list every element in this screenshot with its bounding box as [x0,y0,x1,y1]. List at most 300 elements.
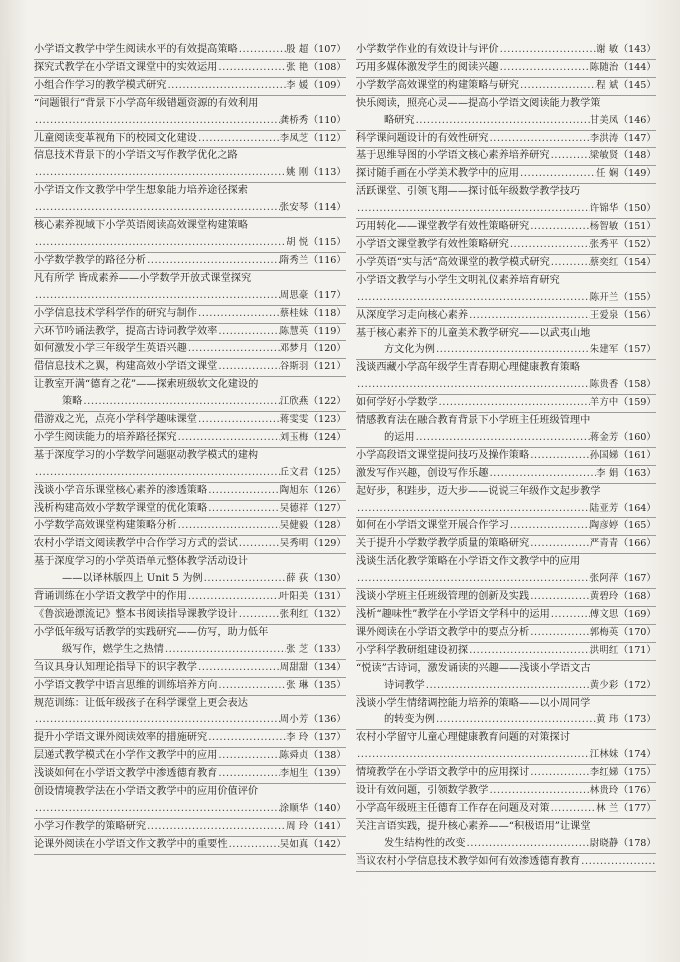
toc-entry [34,78,346,96]
toc-entry-title: 信息技术背景下的小学语文写作教学优化之路 [34,150,238,162]
toc-entry-page: （108） [308,61,346,73]
toc-entry-title-cont: 级写作，燃学生之热情 [62,643,164,655]
page-number: 156 [628,309,647,321]
toc-entry-line [34,501,346,518]
toc-entry-line [356,643,656,660]
page-number: 155 [628,291,647,303]
toc-entry-title: 浅谈生活化教学策略在小学语文作文教学中的应用 [356,556,581,568]
page-number: 115 [318,236,337,248]
leader-dots [217,324,279,341]
page-number: 160 [628,431,647,443]
toc-entry [356,696,656,731]
page-number: 116 [318,254,337,266]
leader-dots [550,801,597,818]
toc-entry-author: 蔡桂妹 [279,307,309,319]
toc-entry [356,783,656,801]
toc-entry [34,412,346,430]
toc-entry-author: 黄少彩 [589,679,619,691]
toc-entry-page: （127） [308,502,346,514]
toc-entry-author: 羊方中 [589,397,619,409]
leader-dots [177,430,280,447]
toc-entry-author: 王爱泉 [589,309,619,321]
leader-dots [529,625,590,642]
toc-entry-title: 探究式教学在小学语文课堂中的实效运用 [34,61,218,73]
toc-entry-title: 提升小学语文课外阅读效率的措施研究 [34,732,208,744]
toc-entry-title: 浅析“趣味性”教学在小学语文学科中的运用 [356,609,550,620]
page-number: 119 [318,325,337,337]
leader-dots [34,200,280,217]
page-number: 166 [628,538,647,550]
leader-dots [207,483,280,500]
toc-entry [356,819,656,854]
leader-dots [217,748,279,765]
toc-entry-title: 快乐阅读，照亮心灵——提高小学语文阅读能力教学策 [356,97,601,109]
toc-entry-line [34,712,346,729]
leader-dots [187,589,280,606]
toc-entry-title: 小学科学教研组建设初探 [356,644,469,656]
leader-dots [82,394,279,411]
toc-entry [34,448,346,483]
toc-entry-page: （118） [308,307,346,319]
toc-entry-line [34,837,346,854]
toc-entry-line [34,131,346,148]
page-number: 127 [318,502,337,514]
toc-entry [356,536,656,554]
page-number: 109 [318,79,337,91]
toc-entry-page: （167） [618,573,656,585]
leader-dots [217,359,279,376]
page-number: 170 [628,626,647,638]
toc-entry-title: 规范训练：让低年级孩子在科学课堂上更会表达 [34,697,248,709]
leader-dots [519,166,596,183]
toc-entry-title: 如何在小学语文课堂开展合作学习 [356,520,509,532]
toc-entry [34,784,346,819]
toc-entry [34,253,346,271]
page-number: 165 [628,520,647,532]
toc-entry-author: 吴秀明 [279,538,309,550]
toc-entry-line [356,466,656,483]
toc-entry-page: （122） [308,396,346,408]
toc-entry-line [34,465,346,482]
toc-entry-author: 陈贵香 [589,379,619,391]
toc-entry-author: 李 玲 [286,732,309,744]
toc-entry-author: 张利红 [279,609,309,620]
toc-entry-page: （177） [618,802,656,814]
toc-entry-author: 李红娣 [589,767,619,779]
toc-entry [34,271,346,306]
toc-entry-line [34,96,346,113]
leader-dots [468,308,590,325]
binding-shadow [6,30,10,930]
leader-dots [425,678,590,695]
toc-entry-page: （145） [618,79,656,91]
toc-entry-author: 张安琴 [279,202,309,214]
leader-dots [34,165,286,182]
toc-entry-author: 殷 超 [286,44,309,55]
page-number: 151 [628,221,647,233]
toc-entry-page: （144） [618,61,656,73]
page-number: 117 [318,289,337,301]
toc-entry [34,589,346,607]
toc-entry-title: 借信息技术之翼，构建高效小学语文课堂 [34,361,218,373]
toc-entry-author: 谢 敏 [596,44,619,55]
toc-entry [34,42,346,60]
toc-entry-title: 情境教学在小学语文教学中的应用探讨 [356,767,530,779]
toc-entry [356,273,656,308]
leader-dots [238,42,286,59]
page-number: 134 [318,661,337,673]
toc-entry-author: 朱建军 [589,344,619,356]
leader-dots [550,607,590,624]
toc-entry-line [34,288,346,305]
toc-entry-page: （161） [618,449,656,461]
toc-entry-line [356,360,656,377]
toc-entry-line [34,483,346,500]
toc-entry-author: 李旭生 [279,768,309,780]
page-number: 143 [628,44,647,55]
toc-entry-title: 关注言语实践，提升核心素养——“积极语用”让课堂 [356,820,591,832]
toc-entry-author: 周小芳 [279,714,309,726]
toc-entry-page: （173） [618,714,656,726]
toc-entry-title: 巧用转化——课堂教学有效性策略研究 [356,221,530,233]
leader-dots [550,148,590,165]
leader-dots [197,306,280,323]
toc-entry [356,554,656,589]
toc-entry-title: 小学高年级班主任德育工作存在问题及对策 [356,802,550,814]
toc-entry-title: 农村小学留守儿童心理健康教育问题的对策探讨 [356,732,570,744]
toc-entry-line [356,237,656,254]
toc-entry-line [34,554,346,571]
toc-entry [356,661,656,696]
toc-entry-line [356,836,656,853]
toc-entry-title: 巧用多媒体激发学生的阅读兴趣 [356,61,499,73]
toc-entry-line [34,78,346,95]
toc-entry [34,660,346,678]
toc-entry [34,430,346,448]
page-number: 122 [318,396,337,408]
toc-entry-line [34,607,346,624]
toc-entry-title: 小学习作教学的策略研究 [34,820,147,832]
leader-dots [207,730,286,747]
toc-entry-title: “悦读”古诗词，激发诵读的兴趣——浅谈小学语文古 [356,662,591,674]
toc-entry-title: 小学语文作文教学中学生想象能力培养途径探索 [34,185,248,197]
toc-entry-line [356,678,656,695]
toc-entry-title-cont: ——以译林版四上 Unit 5 为例 [62,573,203,585]
toc-entry-author: 陈舜贞 [279,750,309,762]
toc-entry-author: 蒋雯雯 [279,414,309,426]
page-number: 171 [628,644,647,656]
leader-dots [529,448,590,465]
leader-dots [415,430,590,447]
toc-entry-author: 张 艳 [286,61,309,73]
toc-entry [356,78,656,96]
page-number: 128 [318,520,337,532]
toc-entry-title: 小学数学高效课堂构建策略分析 [34,520,177,532]
toc-entry [356,166,656,184]
page-number: 146 [628,114,647,126]
toc-entry-author: 隋秀兰 [279,254,309,266]
toc-entry-line [34,801,346,818]
toc-entry-title-cont: 方文化为例 [384,344,435,356]
toc-entry-page: （174） [618,749,656,761]
toc-entry-author: 李凤芝 [279,132,309,144]
leader-dots [509,237,590,254]
toc-entry-line [356,819,656,836]
toc-entry-page: （166） [618,538,656,550]
toc-entry-author: 龚桥秀 [279,114,309,126]
toc-entry-line [34,412,346,429]
toc-entry-author: 李洪涛 [589,132,619,144]
page-number: 130 [318,573,337,585]
toc-entry-line [34,148,346,165]
toc-entry-page: （120） [308,343,346,355]
page-number: 175 [628,767,647,779]
page-number: 113 [318,167,337,179]
toc-entry-page: （160） [618,431,656,443]
toc-entry-author: 谷斯羽 [279,361,309,373]
page-number: 172 [628,679,647,691]
toc-entry-page: （133） [308,643,346,655]
toc-entry [34,766,346,784]
toc-entry-line [34,430,346,447]
toc-entry-page: （125） [308,466,346,478]
toc-entry-title: 农村小学语文阅读教学中合作学习方式的尝试 [34,538,238,550]
toc-entry-page: （157） [618,344,656,356]
toc-entry-author: 孙国娣 [589,449,619,461]
toc-entry-title: 小学语文教学与小学生文明礼仪素养培育研究 [356,274,560,286]
toc-entry-title: 探讨随手画在小学美术教学中的应用 [356,168,519,180]
toc-entry-title: 浅谈小学生情绪调控能力培养的策略——以小周同学 [356,697,591,709]
toc-entry-title-cont: 发生结构性的改变 [384,837,466,849]
toc-entry-page: （132） [308,609,346,620]
toc-entry-author: 梁敏贤 [589,150,619,162]
toc-entry-line [356,166,656,183]
toc-entry-line [356,131,656,148]
toc-entry-line [356,308,656,325]
toc-entry [34,324,346,342]
toc-entry-page: （154） [618,256,656,268]
toc-entry-line [356,148,656,165]
toc-entry-title: 从深度学习走向核心素养 [356,309,469,321]
toc-entry-line [356,430,656,447]
toc-entry-author: 李 娟 [596,467,619,479]
toc-entry-title: 基于深度学习的小学英语单元整体教学活动设计 [34,556,248,568]
toc-entry-line [34,766,346,783]
toc-entry-author: 张秀平 [589,238,619,250]
toc-entry-title: 小学语文教学中学生阅读水平的有效提高策略 [34,44,238,55]
leader-dots [488,466,596,483]
toc-entry [34,148,346,183]
leader-dots [356,747,590,764]
toc-entry [356,219,656,237]
leader-dots [217,678,286,695]
toc-entry-page: （151） [618,221,656,233]
toc-entry-line [356,607,656,624]
toc-entry-line [34,218,346,235]
toc-entry-line [34,518,346,535]
toc-entry [34,377,346,412]
leader-dots [34,235,286,252]
toc-entry-line [356,554,656,571]
page-number: 138 [318,750,337,762]
page-number: 149 [628,168,647,180]
page-number: 114 [318,202,337,214]
toc-entry-title: 刍议具身认知理论指导下的识字教学 [34,661,197,673]
toc-entry-page: （158） [618,379,656,391]
toc-entry-line [356,342,656,359]
page-number: 110 [318,114,337,126]
page-number: 168 [628,591,647,603]
toc-entry-title: 层递式教学模式在小学作文教学中的应用 [34,750,218,762]
toc-entry [34,183,346,218]
toc-entry-author: 蒋金芳 [589,431,619,443]
toc-entry-line [34,730,346,747]
toc-entry-page: （134） [308,661,346,673]
leader-dots [356,571,590,588]
toc-entry-line [356,696,656,713]
toc-entry-line [356,219,656,236]
toc-entry-line [356,448,656,465]
page-number: 136 [318,714,337,726]
page-number: 108 [318,61,337,73]
toc-entry-title: 浅谈西藏小学高年级学生青春期心理健康教育策略 [356,362,581,374]
toc-entry-title-cont: 的转变为例 [384,714,435,726]
toc-entry-title: 小学低年级写话教学的实践研究——仿写，助力低年 [34,626,269,638]
toc-entry [356,484,656,519]
page-number: 157 [628,344,647,356]
toc-entry-title: 小学高段语文课堂提问技巧及操作策略 [356,449,530,461]
toc-entry-author: 李 媛 [286,79,309,91]
page-number: 176 [628,785,647,797]
leader-dots [228,837,280,854]
toc-entry-author: 涂顺华 [279,802,309,814]
leader-dots [509,518,590,535]
toc-entry-page: （175） [618,767,656,779]
toc-entry-page: （140） [308,802,346,814]
toc-entry-line [356,42,656,59]
leader-dots [203,571,287,588]
toc-entry [356,184,656,219]
toc-entry-line [356,589,656,606]
toc-entry-author: 叶阳美 [279,591,309,603]
toc-entry-line [34,589,346,606]
leader-dots [356,377,590,394]
leader-dots [438,395,590,412]
toc-entry-title: 凡有所学 皆成素养——小学数学开放式课堂探究 [34,272,252,284]
leader-dots [164,642,286,659]
toc-entry [356,255,656,273]
toc-entry [34,341,346,359]
toc-entry [356,395,656,413]
leader-dots [166,78,286,95]
toc-entry-author: 许锦华 [589,203,619,215]
toc-entry-line [356,184,656,201]
toc-entry-page: （136） [308,714,346,726]
toc-entry-author: 张 芝 [286,643,309,655]
toc-entry-page: （170） [618,626,656,638]
toc-entry-title: 活跃课堂、引领飞翔——探讨低年级数学教学技巧 [356,186,581,198]
toc-entry-author: 陶彦婷 [589,520,619,532]
toc-entry-line [356,60,656,77]
toc-entry-author: 黄 玮 [596,714,619,726]
page-number: 133 [318,643,337,655]
toc-entry-page: （138） [308,750,346,762]
page-number: 129 [318,538,337,550]
toc-entry-author: 林 兰 [596,802,619,814]
page-number: 137 [318,732,337,744]
toc-entry-line [356,484,656,501]
toc-entry-title: 设计有效问题，引领数学教学 [356,785,489,797]
toc-entry-author: 陈慧英 [279,325,309,337]
page-number: 140 [318,802,337,814]
toc-entry-line [34,571,346,588]
toc-entry [356,237,656,255]
toc-entry-title: 关于提升小学数学教学质量的策略研究 [356,538,530,550]
leader-dots [550,255,590,272]
page-number: 152 [628,238,647,250]
toc-entry-line [356,290,656,307]
toc-entry-author: 吴德祥 [279,502,309,514]
leader-dots [217,766,279,783]
toc-entry-page: （163） [618,467,656,479]
toc-entry-title: 小学数学教学的路径分析 [34,254,147,266]
toc-entry-page: （124） [308,431,346,443]
toc-entry-author: 周思豪 [279,289,309,301]
toc-entry-title: 背诵训练在小学语文教学中的作用 [34,591,187,603]
page-number: 118 [318,307,337,319]
toc-entry-line [356,801,656,818]
page-number: 135 [318,679,337,691]
toc-entry [34,306,346,324]
toc-entry [356,360,656,395]
toc-entry-title: 课外阅读在小学语文教学中的要点分析 [356,626,530,638]
toc-entry [34,730,346,748]
leader-dots [468,643,590,660]
toc-entry-page: （143） [618,44,656,55]
leader-dots [217,60,286,77]
page-number: 123 [318,414,337,426]
toc-entry [356,643,656,661]
toc-entry-author: 任 娴 [596,168,619,180]
leader-dots [529,219,590,236]
toc-entry-page: （148） [618,150,656,162]
toc-entry-title: 六环节吟诵法教学，提高古诗词教学效率 [34,325,218,337]
toc-entry-title-cont: 策略 [62,396,83,408]
leader-dots [34,712,280,729]
toc-entry-page: （113） [308,167,346,179]
leader-dots [499,42,597,59]
toc-entry-author: 张阿萍 [589,573,619,585]
toc-entry-author: 刘玉梅 [279,431,309,443]
toc-entry-page: （165） [618,520,656,532]
toc-entry-author: 姚 刚 [286,167,309,179]
toc-entry-page: （159） [618,397,656,409]
toc-entry [34,837,346,855]
leader-dots [519,78,596,95]
toc-entry [34,501,346,519]
toc-entry-author: 蔡奕红 [589,256,619,268]
toc-entry-page: （119） [308,325,346,337]
toc-entry-line [34,448,346,465]
toc-entry-page: （152） [618,238,656,250]
toc-entry-line [356,730,656,747]
toc-entry-page: （164） [618,502,656,514]
toc-entry-page: （129） [308,538,346,550]
leader-dots [187,341,280,358]
toc-entry-title: 基于思维导图的小学语文核心素养培养研究 [356,150,550,162]
leader-dots [499,60,590,77]
toc-entry-line [356,255,656,272]
